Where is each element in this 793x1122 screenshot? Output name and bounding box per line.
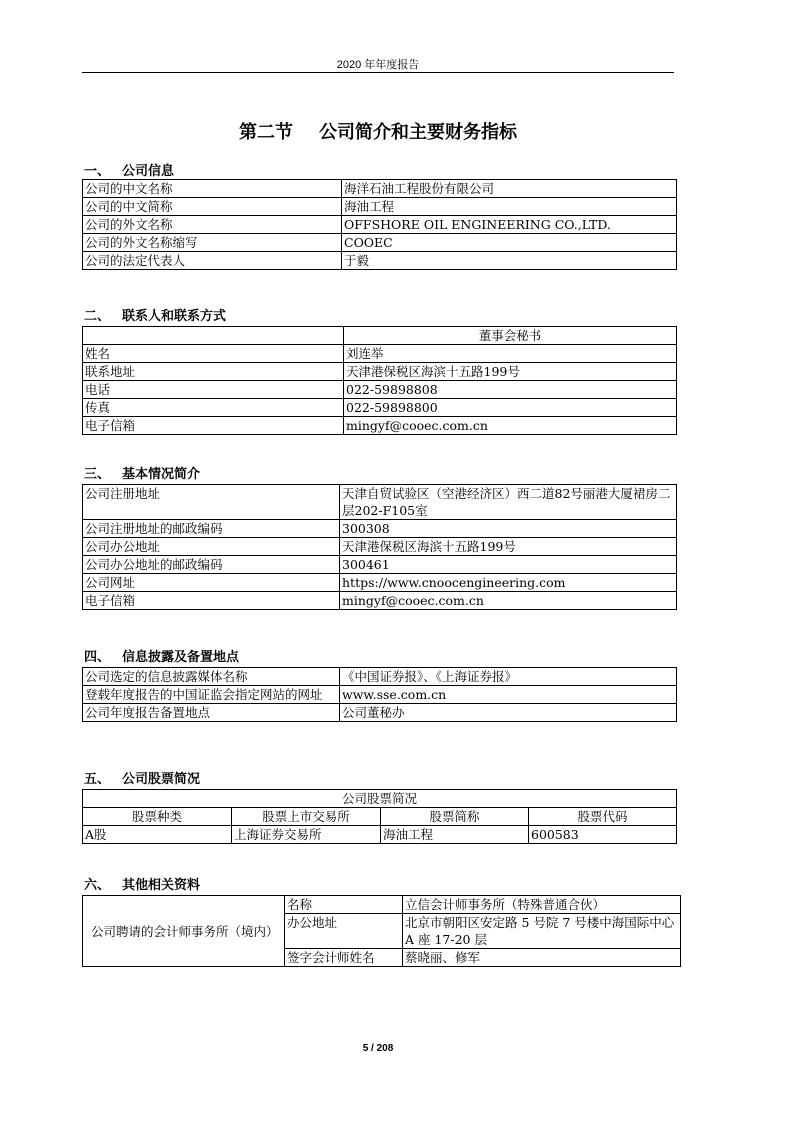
heading-basic-info: 三、 基本情况简介 [84, 467, 201, 482]
table-header-row: 董事会秘书 [83, 327, 677, 345]
report-header: 2020 年年度报告 [336, 59, 420, 71]
table-row: 公司年度报告备置地点 公司董秘办 [83, 704, 677, 722]
section-name: 公司简介和主要财务指标 [319, 122, 517, 143]
table-row: 联系地址 天津港保税区海滨十五路199号 [83, 363, 677, 381]
heading-company-info: 一、 公司信息 [84, 164, 175, 179]
table-row: 公司的中文名称 海洋石油工程股份有限公司 [83, 180, 677, 198]
heading-other: 六、 其他相关资料 [84, 878, 201, 893]
table-row: 登载年度报告的中国证监会指定网站的网址 www.sse.com.cn [83, 686, 677, 704]
basic-info-table [82, 484, 677, 610]
table-row: 公司聘请的会计师事务所（境内） 名称 立信会计师事务所（特殊普通合伙） [83, 896, 681, 914]
table-row: 公司注册地址 天津自贸试验区（空港经济区）西二道82号丽港大厦裙房二层202-F105室 [83, 485, 677, 520]
stock-table [82, 789, 677, 844]
table-header-row: 股票种类 股票上市交易所 股票简称 股票代码 [83, 808, 677, 826]
section-title [82, 118, 674, 144]
table-row: 姓名 刘连举 [83, 345, 677, 363]
heading-stock: 五、 公司股票简况 [84, 772, 201, 787]
table-row: 传真 022-59898800 [83, 399, 677, 417]
table-row: 公司的外文名称 OFFSHORE OIL ENGINEERING CO.,LTD. [83, 216, 677, 234]
auditor-table [82, 895, 681, 967]
table-row: 电话 022-59898808 [83, 381, 677, 399]
disclosure-table [82, 667, 677, 722]
table-row: 公司选定的信息披露媒体名称 《中国证券报》、《上海证券报》 [83, 668, 677, 686]
table-row: 电子信箱 mingyf@cooec.com.cn [83, 417, 677, 435]
table-row: A股 上海证券交易所 海油工程 600583 [83, 826, 677, 844]
table-row: 签字会计师姓名 蔡晓丽、修军 [83, 949, 681, 967]
heading-disclosure: 四、 信息披露及备置地点 [84, 650, 240, 665]
table-row: 公司的中文简称 海油工程 [83, 198, 677, 216]
page-number: 5 / 208 [362, 1043, 394, 1054]
heading-contact: 二、 联系人和联系方式 [84, 309, 227, 324]
company-info-table [82, 179, 677, 270]
table-row: 公司的法定代表人 于毅 [83, 252, 677, 270]
section-number: 第二节 [239, 122, 293, 143]
table-row: 公司的外文名称缩写 COOEC [83, 234, 677, 252]
table-row: 公司办公地址的邮政编码 300461 [83, 556, 677, 574]
table-row: 公司网址 https://www.cnoocengineering.com [83, 574, 677, 592]
table-row: 公司办公地址 天津港保税区海滨十五路199号 [83, 538, 677, 556]
table-row: 办公地址 北京市朝阳区安定路 5 号院 7 号楼中海国际中心 A 座 17-20 层 [83, 914, 681, 949]
table-caption-row: 公司股票简况 [83, 790, 677, 808]
header-divider [82, 72, 674, 73]
table-row: 电子信箱 mingyf@cooec.com.cn [83, 592, 677, 610]
table-row: 公司注册地址的邮政编码 300308 [83, 520, 677, 538]
contact-table [82, 326, 677, 435]
